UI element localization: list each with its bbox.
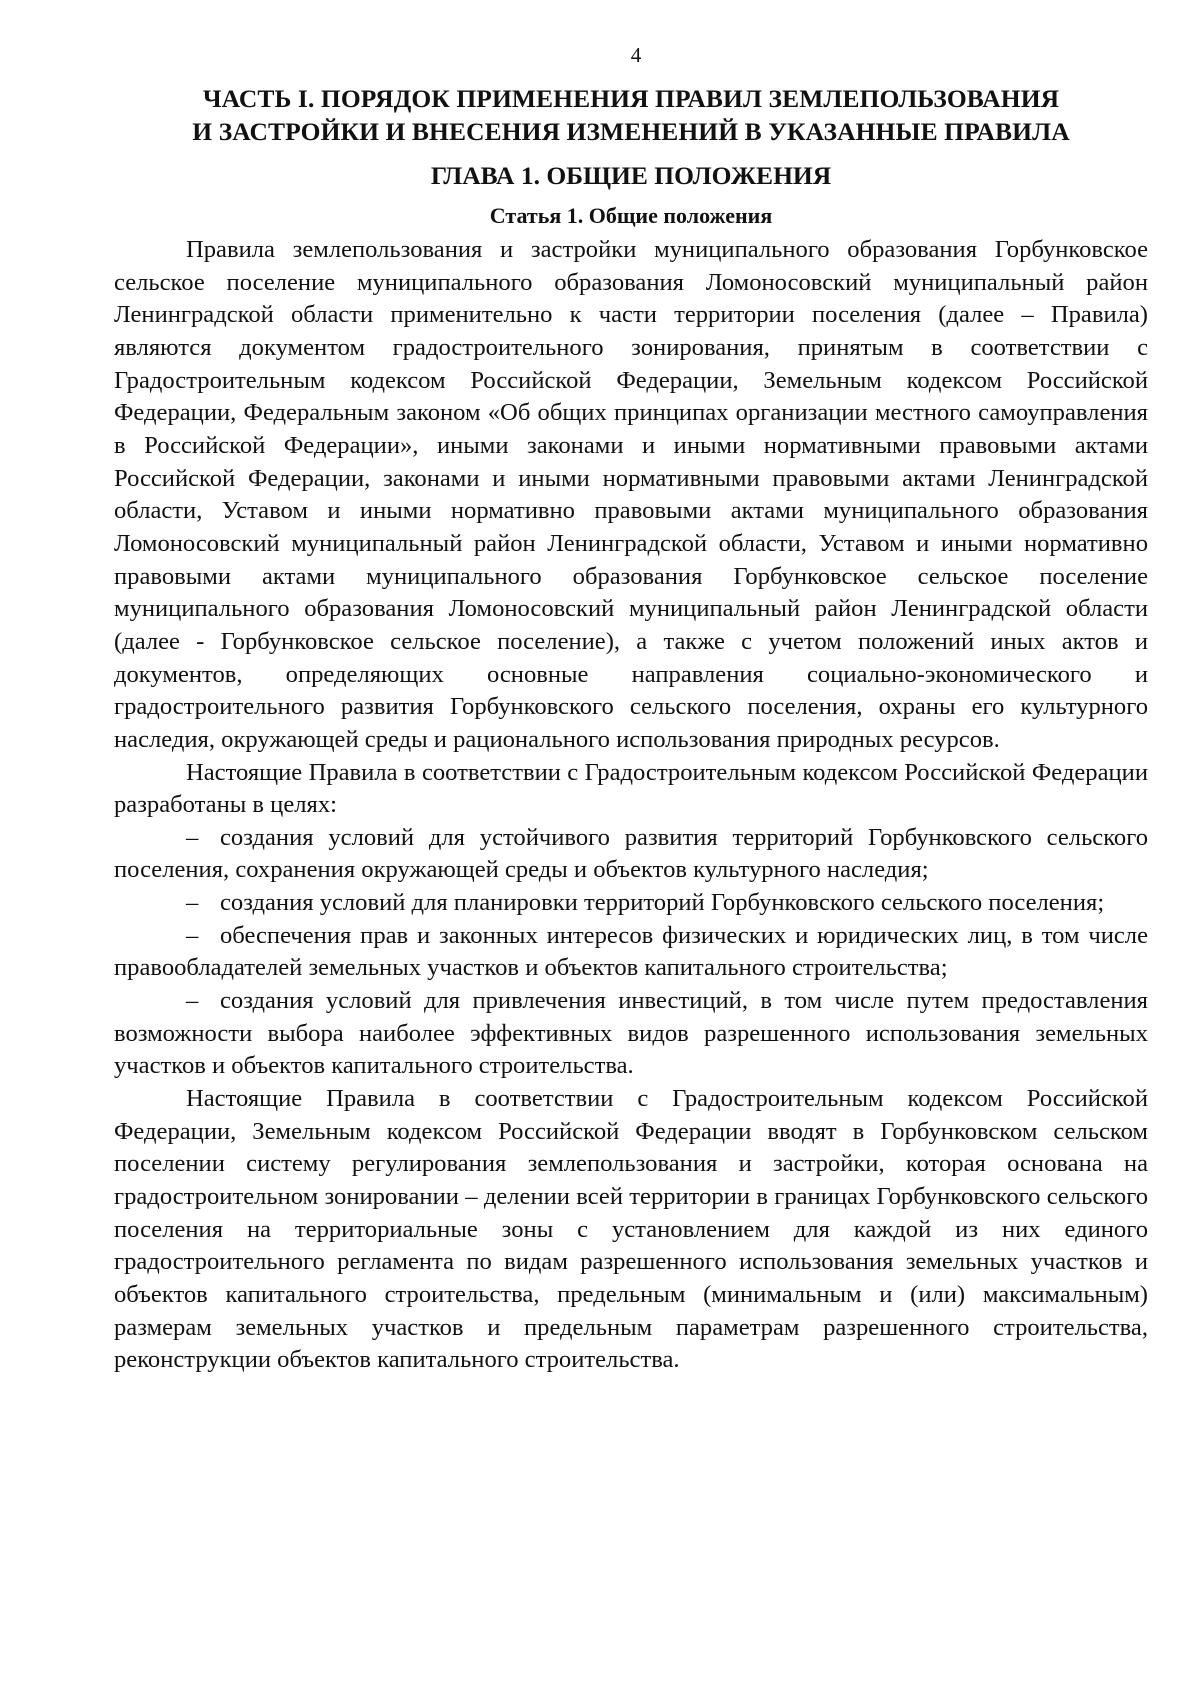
- bullet-dash: –: [186, 823, 199, 851]
- bullet-dash: –: [186, 889, 199, 917]
- chapter-title: ГЛАВА 1. ОБЩИЕ ПОЛОЖЕНИЯ: [430, 161, 832, 190]
- bullet-item-2: [114, 887, 1148, 920]
- bullet-text-3: обеспечения прав и законных интересов физических и юридических лиц, в том числе правообладателей земельных участков и объектов капитального строительства;: [114, 921, 1148, 982]
- page-number: 4: [630, 43, 642, 67]
- paragraph-2: Настоящие Правила в соответствии с Градостроительным кодексом Российской Федерации разработаны в целях:: [114, 758, 1148, 819]
- part-title-line-1: ЧАСТЬ I. ПОРЯДОК ПРИМЕНЕНИЯ ПРАВИЛ ЗЕМЛЕПОЛЬЗОВАНИЯ: [202, 84, 1060, 113]
- bullet-item-4: [114, 985, 1148, 1083]
- bullet-text-1: создания условий для устойчивого развития территорий Горбунковского сельского поселения, сохранения окружающей среды и объектов культурного наследия;: [114, 823, 1148, 884]
- bullet-dash: –: [186, 921, 199, 949]
- bullet-text-4: создания условий для привлечения инвестиций, в том числе путем предоставления возможности выбора наиболее эффективных видов разрешенного использования земельных участков и объектов капитального строительства.: [114, 987, 1148, 1080]
- paragraph-3: Настоящие Правила в соответствии с Градостроительным кодексом Российской Федерации, Земельным кодексом Российской Федерации вводят в Горбунковском сельском поселении систему регулирования землепользования и застройки, которая основана на градостроительном зонировании – делении всей территории в границах Горбунковского сельского поселения на территориальные зоны с установлением для каждой из них единого градостроительного регламента по видам разрешенного использования земельных участков и объектов капитального строительства, предельным (минимальным и (или) максимальным) размерам земельных участков и предельным параметрам разрешенного строительства, реконструкции объектов капитального строительства.: [114, 1085, 1148, 1374]
- article-title: Статья 1. Общие положения: [489, 203, 773, 228]
- part-title: [114, 82, 1148, 148]
- bullet-item-3: [114, 920, 1148, 985]
- part-title-line-2: И ЗАСТРОЙКИ И ВНЕСЕНИЯ ИЗМЕНЕНИЙ В УКАЗАННЫЕ ПРАВИЛА: [192, 117, 1070, 146]
- bullet-text-2: создания условий для планировки территорий Горбунковского сельского поселения;: [220, 889, 1105, 917]
- bullet-dash: –: [186, 987, 199, 1015]
- bullet-item-1: [114, 822, 1148, 887]
- paragraph-1: Правила землепользования и застройки муниципального образования Горбунковское сельское поселение муниципального образования Ломоносовский муниципальный район Ленинградской области применительно к части территории поселения (далее – Правила) являются документом градостроительного зонирования, принятым в соответствии с Градостроительным кодексом Российской Федерации, Земельным кодексом Российской Федерации, Федеральным законом «Об общих принципах организации местного самоуправления в Российской Федерации», иными законами и иными нормативными правовыми актами Российской Федерации, законами и иными нормативными правовыми актами Ленинградской области, Уставом и иными нормативно правовыми актами муниципального образования Ломоносовский муниципальный район Ленинградской области, Уставом и иными нормативно правовыми актами муниципального образования Горбунковское сельское поселение муниципального образования Ломоносовский муниципальный район Ленинградской области (далее - Горбунковское сельское поселение), а также с учетом положений иных актов и документов, определяющих основные направления социально-экономического и градостроительного развития Горбунковского сельского поселения, охраны его культурного наследия, окружающей среды и рационального использования природных ресурсов.: [114, 236, 1148, 753]
